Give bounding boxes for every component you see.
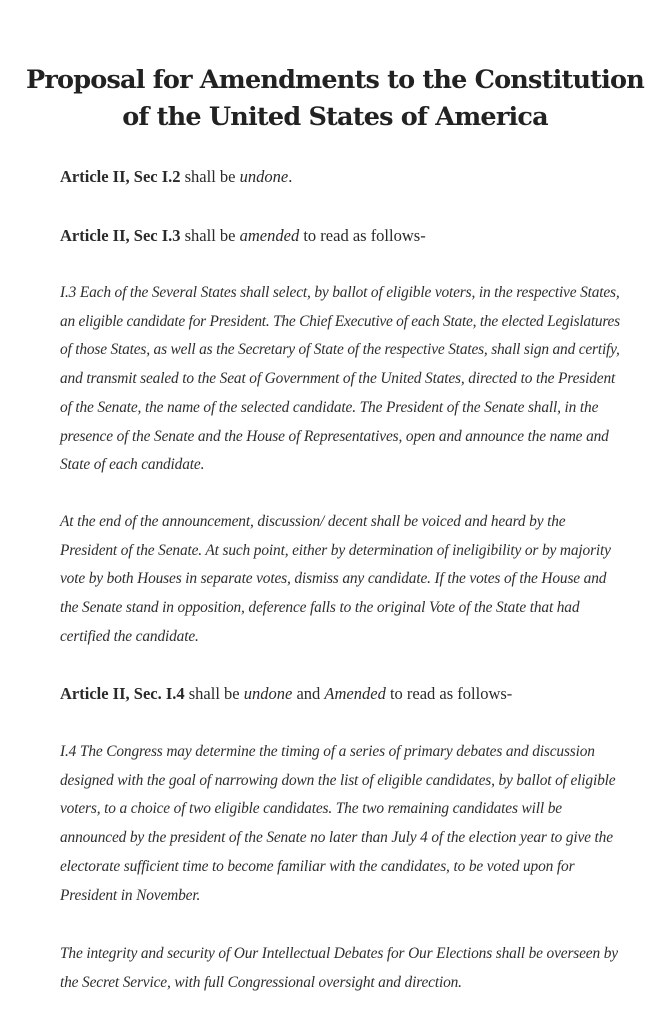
paragraph-line: President in November. [60,886,201,904]
section-heading-sec-1-3 [60,226,620,246]
paragraph-line: the Senate stand in opposition, deference falls to the original Vote of the State that had [60,599,580,617]
paragraph-line: I.4 The Congress may determine the timing of a series of primary debates and discussion [60,743,595,760]
section-text: shall be [180,226,240,245]
paragraph-line: and transmit sealed to the Seat of Government of the United States, directed to the President [60,370,616,388]
paragraph-line: of the Senate, the name of the selected candidate. The President of the Senate shall, in the [60,398,599,416]
section-ref: Article II, Sec. I.4 [60,684,185,703]
section-emphasis: undone [243,684,293,703]
section-ref: Article II, Sec I.3 [60,226,181,245]
paragraph-line: The integrity and security of Our Intellectual Debates for Our Elections shall be overseen by [60,945,618,962]
paragraph-line: certified the candidate. [60,627,199,645]
paragraph-line: State of each candidate. [60,456,205,474]
paragraph-line: electorate sufficient time to become familiar with the candidates, to be voted upon for [60,857,575,875]
section-emphasis: Amended [324,684,386,703]
paragraph-sec-1-4 [60,738,620,910]
section-text: to read as follows- [299,226,426,245]
section-ref: Article II, Sec I.2 [60,167,181,186]
paragraph-integrity [60,940,620,997]
paragraph-line: the Secret Service, with full Congressional oversight and direction. [60,973,462,991]
section-text: and [292,684,325,703]
paragraph-line: President of the Senate. At such point, either by determination of ineligibility or by majority [60,541,611,559]
paragraph-line: I.3 Each of the Several States shall select, by ballot of eligible voters, in the respective States, [60,284,620,301]
section-text: . [288,167,293,186]
paragraph-line: an eligible candidate for President. The Chief Executive of each State, the elected Legislatures [60,312,620,330]
paragraph-sec-1-3 [60,279,620,480]
section-emphasis: undone [239,167,289,186]
section-text: to read as follows- [385,684,513,703]
paragraph-line: voters, to a choice of two eligible candidates. The two remaining candidates will be [60,800,562,818]
title-line-2: of the United States of America [122,102,548,132]
section-text: shall be [184,684,244,703]
paragraph-line: vote by both Houses in separate votes, dismiss any candidate. If the votes of the House and [60,570,607,588]
section-heading-sec-1-2 [60,167,620,187]
document-title [0,62,670,136]
section-heading-sec-1-4 [60,684,620,704]
paragraph-line: presence of the Senate and the House of Representatives, open and announce the name and [60,427,609,445]
paragraph-line: announced by the president of the Senate no later than July 4 of the election year to give the [60,829,613,847]
paragraph-line: designed with the goal of narrowing down the list of eligible candidates, by ballot of eligible [60,771,616,789]
paragraph-discussion [60,508,620,652]
paragraph-line: At the end of the announcement, discussion/ decent shall be voiced and heard by the [60,513,566,530]
paragraph-line: of those States, as well as the Secretary of State of the respective States, shall sign and certify, [60,341,620,359]
section-emphasis: amended [239,226,300,245]
title-line-1: Proposal for Amendments to the Constitution [26,65,644,95]
section-text: shall be [180,167,240,186]
